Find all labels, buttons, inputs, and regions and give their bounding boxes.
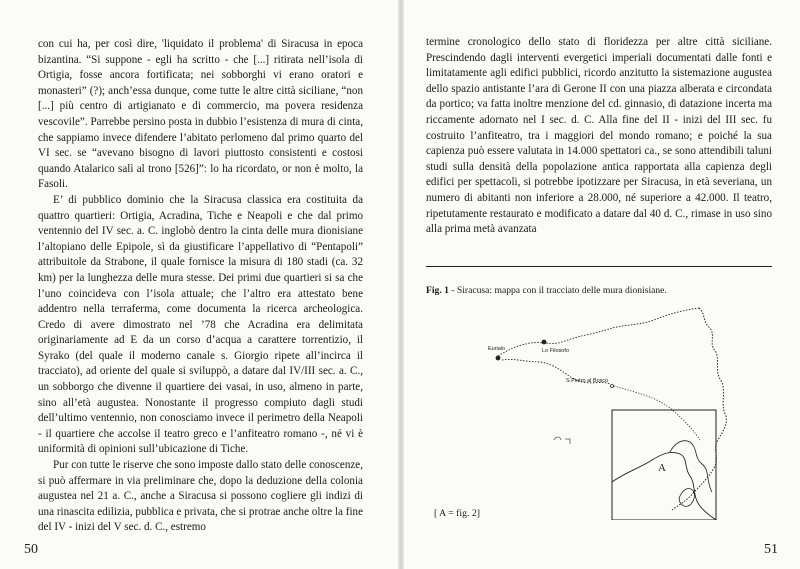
ortigia-island bbox=[679, 489, 694, 507]
wall-map bbox=[444, 300, 774, 520]
right-page bbox=[404, 0, 800, 569]
right-page-body bbox=[426, 35, 772, 238]
filosofo-marker bbox=[542, 340, 547, 345]
pietro-marker bbox=[611, 385, 614, 388]
figure-caption bbox=[426, 285, 772, 297]
figure-rule bbox=[426, 266, 772, 267]
label-area-a: A bbox=[658, 462, 666, 474]
page-number: 50 bbox=[24, 542, 38, 557]
figure-number: Fig. 1 bbox=[426, 285, 449, 296]
page-number: 51 bbox=[764, 542, 778, 557]
label-eurialo: Eurialo bbox=[488, 346, 506, 352]
harbour-line bbox=[670, 441, 712, 492]
figure-caption-text: - Siracusa: mappa con il tracciato delle mura dionisiane. bbox=[448, 285, 667, 296]
north-wall bbox=[498, 308, 699, 356]
eurialo-marker bbox=[496, 356, 501, 361]
left-page-body bbox=[38, 37, 363, 536]
label-pietro: S.Pietro al Bosco bbox=[566, 378, 609, 384]
figure-reference: [ A = fig. 2] bbox=[434, 508, 481, 519]
label-filosofo: Lo Filosofo bbox=[542, 348, 569, 354]
map-squiggle bbox=[554, 437, 570, 444]
south-wall-east bbox=[614, 386, 700, 440]
map-drawing bbox=[444, 300, 774, 520]
coastline bbox=[672, 308, 726, 510]
paragraph: E’ di pubblico dominio che la Siracusa classica era costituita da quattro quartieri: Ortigia, Acradina, Tiche e Neapoli e che dal primo ventennio del IV sec. a. C. inglobò dentro la cinta delle mura dionisiane l’altopiano delle Epipole, sì da giustificare l’appellativo di “Pentapoli” attribuitole da Strabone, il quale fornisce la misura di 180 stadi (ca. 32 km) per la lunghezza delle mura stesse. Dei primi due quartieri si sa che l’uno coincideva con l’isola attuale; che l’altro era attestato bene addentro nella terraferma, come documenta la ricerca archeologica. Credo di avere dimostrato nel ’78 che Acradina era delimitata originariamente ad E da un corso d’acqua a carattere torrentizio, il Syrako (del quale il moderno canale s. Giorgio ripete all’incirca il tracciato), ad oriente del quale si sviluppò, a datare dal IV/III sec. a. C., un sobborgo che divenne il quartiere dei vasai, in uso, almeno in parte, sino all’età augustea. Nonostante il progresso compiuto dagli studi dell’ultimo ventennio, non conosciamo invece il perimetro della Neapoli - il quartiere che accolse il teatro greco e l’anfiteatro romano -, né vi è uniformità di opinioni sull’ubicazione di Tiche. bbox=[38, 193, 363, 456]
paragraph: termine cronologico dello stato di floridezza per altre città siciliane. Prescindendo dagli interventi evergetici imperiali documentati dalle fonti e limitatamente agli edifici pubblici, ricordo anzitutto la sistemazione augustea dello spazio antistante l’ara di Gerone II con una piazza alberata e circondata da portico; va fatta inoltre menzione del cd. ginnasio, di datazione incerta ma riccamente adornato nel I sec. d. C. Alla fine del II - inizi del III sec. fu costruito l’anfiteatro, tra i maggiori del mondo romano; e poiché la sua capienza può essere valutata in 14.000 spettatori ca., se sono attendibili taluni studi sulla densità della popolazione antica rapportata alla capienza degli edifici per spettacoli, si potrebbe ipotizzare per Siracusa, in età severiana, un numero di abitanti non inferiore a 28.000, né superiore a 42.000. Il teatro, ripetutamente restaurato e modificato a datare dal 40 d. C., rimase in uso sino alla prima metà avanzata bbox=[426, 36, 772, 236]
paragraph: con cui ha, per così dire, 'liquidato il problema' di Siracusa in epoca bizantina. “Si suppone - egli ha scritto - che [...] ritirata nell’isola di Ortigia, fosse ancora fortificata; nei sobborghi vi erano oratori e monasteri” (?); anch’essa dunque, come tutte le altre città siciliane, “non [...] più centro di artigianato e di commercio, ma povera residenza vescovile”. Parrebbe persino posta in dubbio l’esistenza di mura di cinta, che sappiamo invece difendere l’abitato perlomeno dal primo quarto del VI sec. se “avevano bisogno di lavori piuttosto consistenti e costosi quando Atalarico salì al trono [526]”: lo ha ricordato, or non è molto, la Fasoli. bbox=[38, 38, 363, 191]
paragraph: Pur con tutte le riserve che sono imposte dallo stato delle conoscenze, si può affermare in via preliminare che, dopo la deduzione della colonia augustea nel 21 a. C., anche a Siracusa si possono cogliere gli indizi di una rinascita edilizia, pubblica e privata, che si protrae anche oltre la fine del IV - inizi del V sec. d. C., estremo bbox=[38, 459, 363, 534]
left-page bbox=[0, 0, 398, 569]
